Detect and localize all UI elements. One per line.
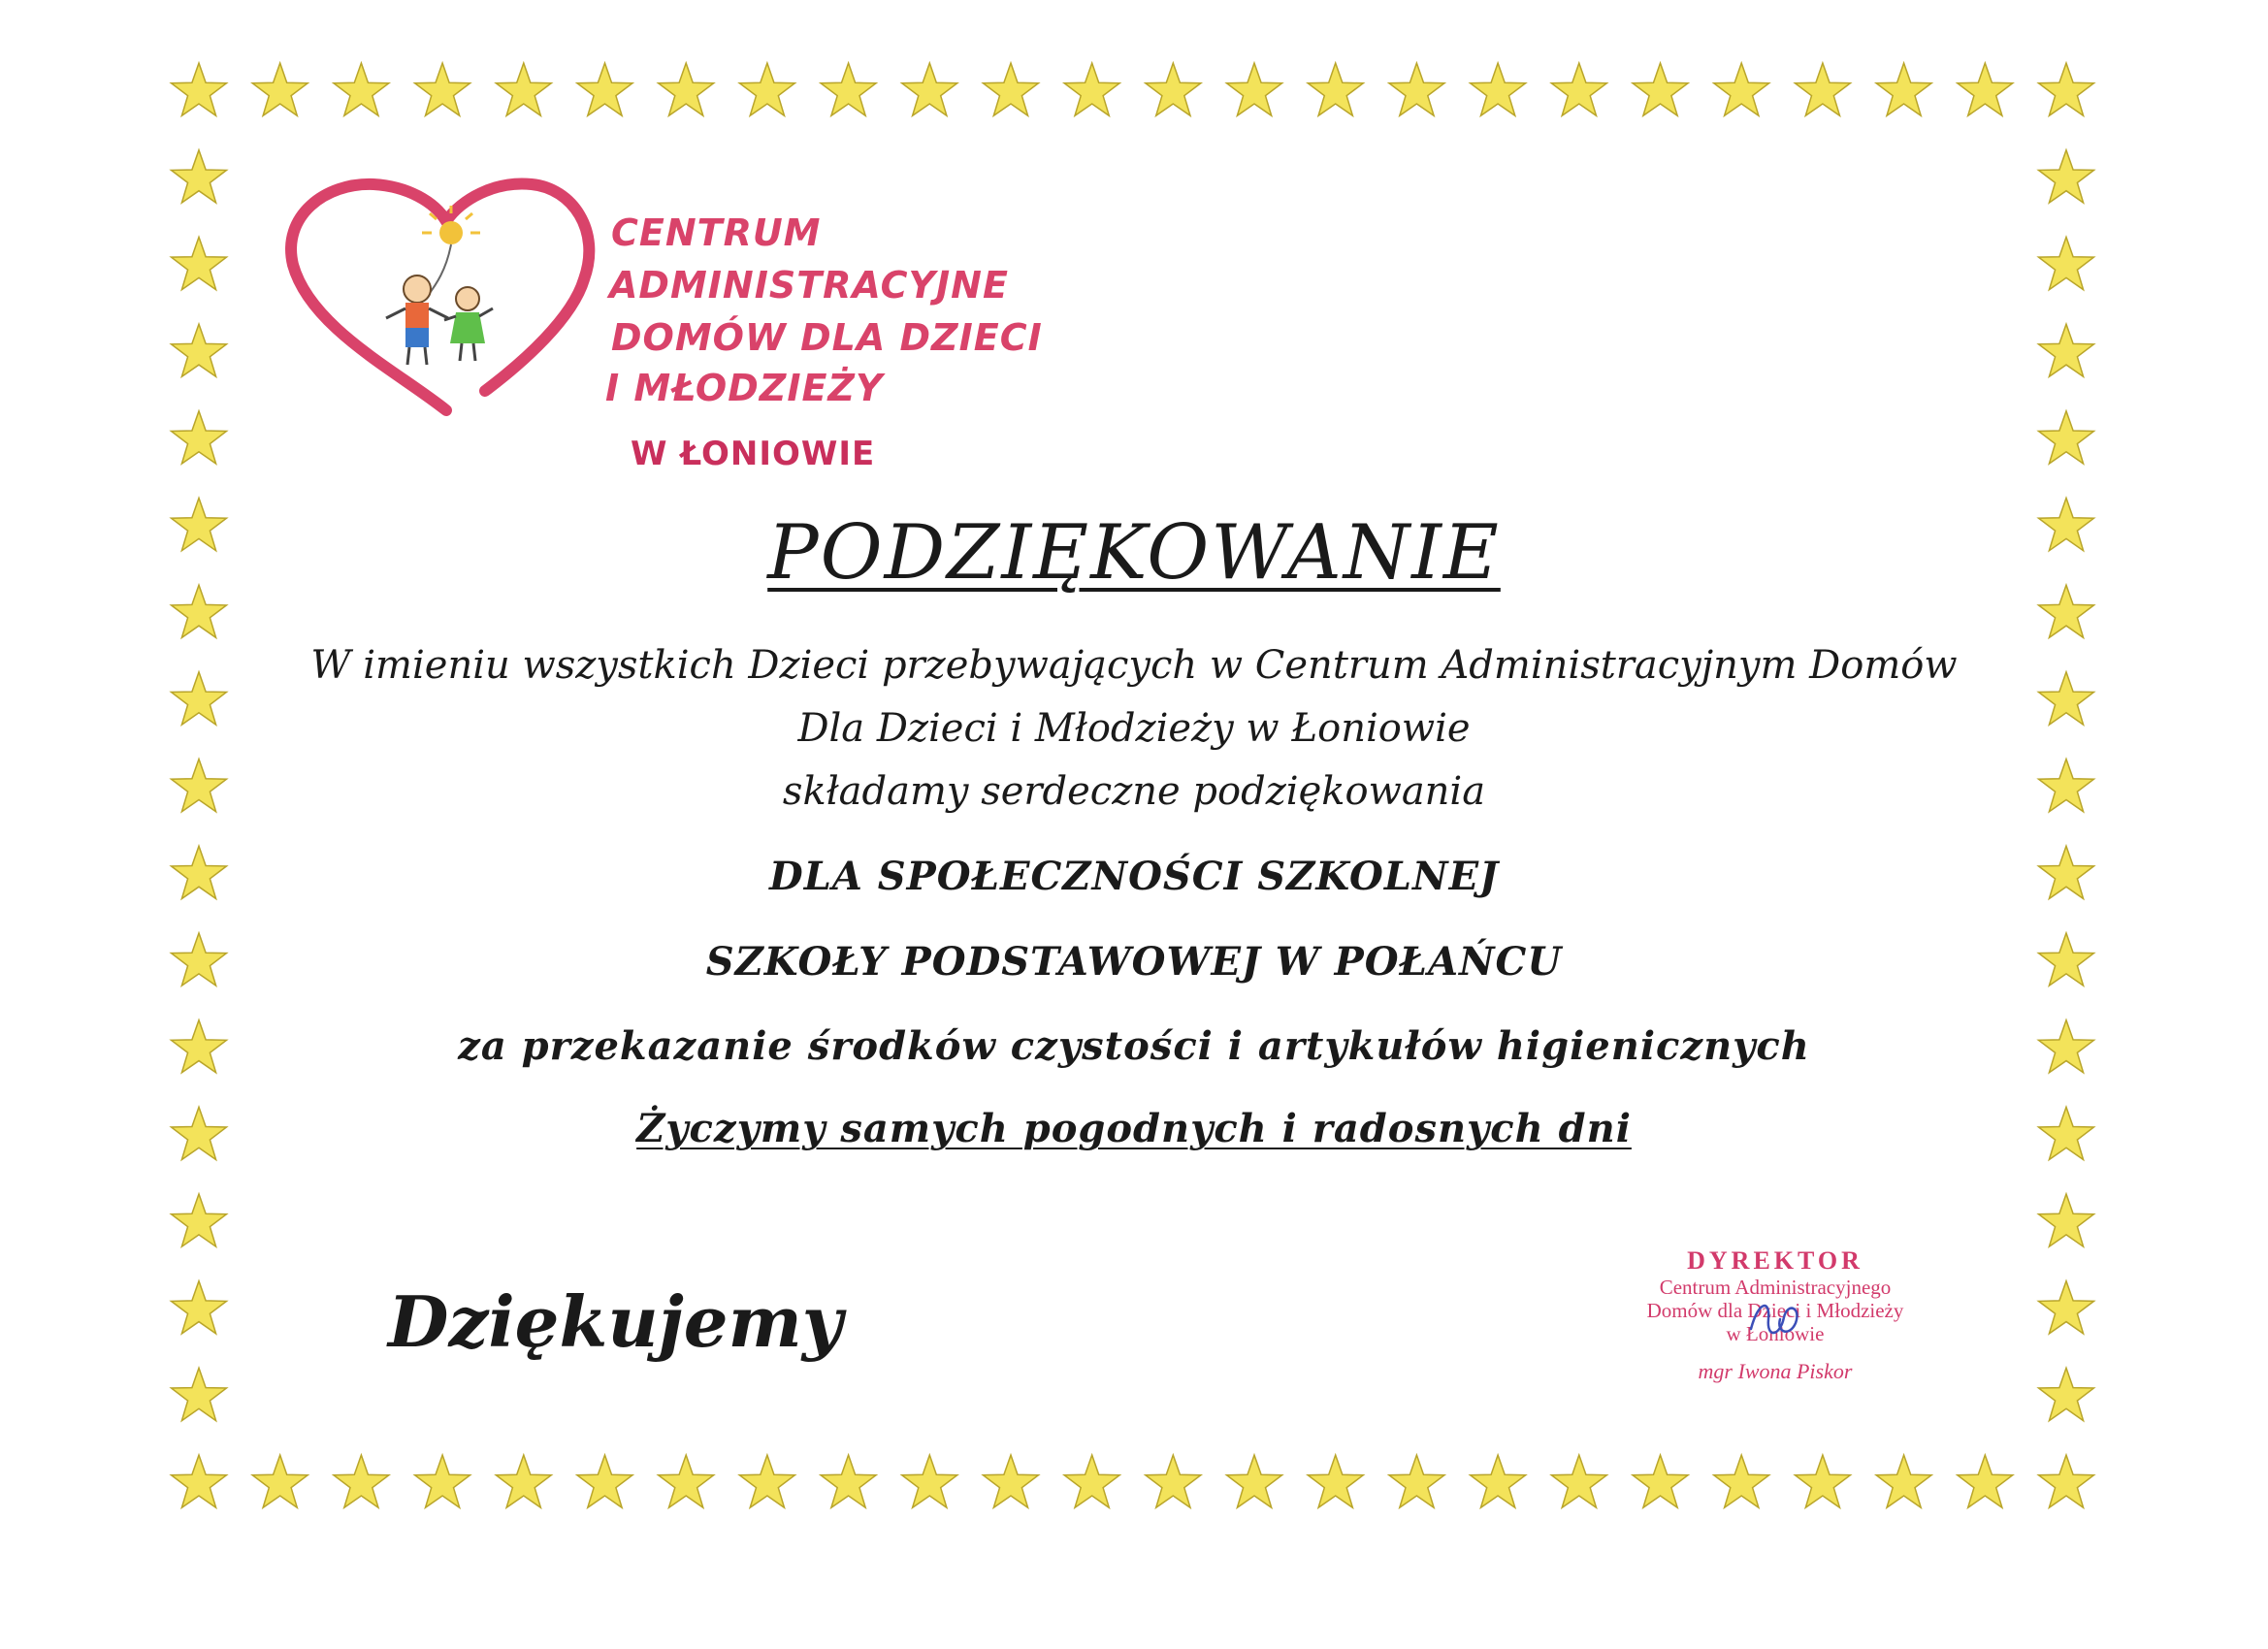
intro-line-1: W imieniu wszystkich Dzieci przebywających w Centrum Administracyjnym Domów	[310, 643, 1958, 688]
border-star-icon	[1308, 1455, 1363, 1507]
border-star-icon	[983, 63, 1038, 115]
recipient-line-1: DLA SPOŁECZNOŚCI SZKOLNEJ	[769, 854, 1499, 899]
border-star-icon	[2039, 1455, 2094, 1507]
border-star-icon	[577, 63, 632, 115]
border-star-icon	[2039, 411, 2094, 464]
border-star-icon	[821, 63, 876, 115]
document-title: PODZIĘKOWANIE	[767, 509, 1501, 597]
stamp-title: DYREKTOR	[1687, 1246, 1863, 1275]
border-star-icon	[902, 63, 957, 115]
logo-text-line-2: ADMINISTRACYJNE	[609, 264, 1009, 307]
border-star-icon	[1551, 1455, 1606, 1507]
border-star-icon	[1714, 1455, 1769, 1507]
handwritten-signature	[1741, 1290, 1809, 1348]
border-star-icon	[739, 1455, 794, 1507]
border-star-icon	[1633, 1455, 1688, 1507]
border-star-icon	[1227, 63, 1282, 115]
border-star-icon	[252, 1455, 308, 1507]
border-star-icon	[983, 1455, 1038, 1507]
border-star-icon	[172, 411, 227, 464]
border-star-icon	[2039, 1194, 2094, 1246]
heart-children-logo-icon	[281, 173, 611, 425]
logo-text-line-1: CENTRUM	[611, 211, 822, 254]
border-star-icon	[1876, 63, 1931, 115]
border-star-icon	[172, 1455, 227, 1507]
border-star-icon	[1146, 1455, 1201, 1507]
border-star-icon	[2039, 1281, 2094, 1334]
reason-text: za przekazanie środków czystości i artykułów higienicznych	[458, 1023, 1810, 1069]
border-star-icon	[1795, 63, 1850, 115]
border-star-icon	[1308, 63, 1363, 115]
border-star-icon	[415, 63, 470, 115]
border-star-icon	[1958, 63, 2013, 115]
border-star-icon	[252, 63, 308, 115]
border-star-icon	[172, 237, 227, 289]
border-star-icon	[1714, 63, 1769, 115]
border-star-icon	[902, 1455, 957, 1507]
border-star-icon	[2039, 150, 2094, 203]
border-star-icon	[172, 150, 227, 203]
border-star-icon	[172, 324, 227, 376]
border-star-icon	[577, 1455, 632, 1507]
intro-line-3: składamy serdeczne podziękowania	[782, 769, 1486, 814]
border-star-icon	[1958, 1455, 2013, 1507]
closing-thanks: Dziękujemy	[388, 1280, 843, 1363]
border-star-icon	[1795, 1455, 1850, 1507]
border-star-icon	[496, 63, 551, 115]
border-star-icon	[1064, 1455, 1119, 1507]
border-star-icon	[1471, 1455, 1526, 1507]
logo-text-line-3: DOMÓW DLA DZIECI	[611, 316, 1043, 359]
border-star-icon	[415, 1455, 470, 1507]
border-star-icon	[1389, 63, 1444, 115]
stamp-line-1: Centrum Administracyjnego	[1659, 1276, 1892, 1299]
stamp-signatory-name: mgr Iwona Piskor	[1698, 1359, 1853, 1383]
border-star-icon	[496, 1455, 551, 1507]
recipient-line-2: SZKOŁY PODSTAWOWEJ W POŁAŃCU	[705, 939, 1563, 985]
border-star-icon	[1389, 1455, 1444, 1507]
border-star-icon	[334, 63, 389, 115]
border-star-icon	[172, 1281, 227, 1334]
logo-place-name: W ŁONIOWIE	[631, 435, 876, 473]
border-star-icon	[659, 63, 714, 115]
border-star-icon	[2039, 237, 2094, 289]
border-star-icon	[172, 1368, 227, 1420]
border-star-icon	[2039, 63, 2094, 115]
border-star-icon	[1064, 63, 1119, 115]
border-star-icon	[1471, 63, 1526, 115]
intro-line-2: Dla Dzieci i Młodzieży w Łoniowie	[797, 706, 1471, 751]
border-star-icon	[1551, 63, 1606, 115]
border-star-icon	[739, 63, 794, 115]
border-star-icon	[2039, 324, 2094, 376]
wish-text: Życzymy samych pogodnych i radosnych dni	[636, 1106, 1632, 1151]
stamp-line-3: w Łoniowie	[1726, 1322, 1825, 1345]
border-star-icon	[172, 63, 227, 115]
border-star-icon	[1146, 63, 1201, 115]
border-star-icon	[334, 1455, 389, 1507]
border-star-icon	[659, 1455, 714, 1507]
border-star-icon	[1227, 1455, 1282, 1507]
border-star-icon	[2039, 1368, 2094, 1420]
border-star-icon	[1633, 63, 1688, 115]
border-star-icon	[172, 1194, 227, 1246]
border-star-icon	[821, 1455, 876, 1507]
stamp-line-2: Domów dla Dzieci i Młodzieży	[1646, 1299, 1904, 1322]
border-star-icon	[1876, 1455, 1931, 1507]
organization-logo	[281, 173, 1135, 493]
logo-text-line-4: I MŁODZIEŻY	[605, 367, 884, 409]
